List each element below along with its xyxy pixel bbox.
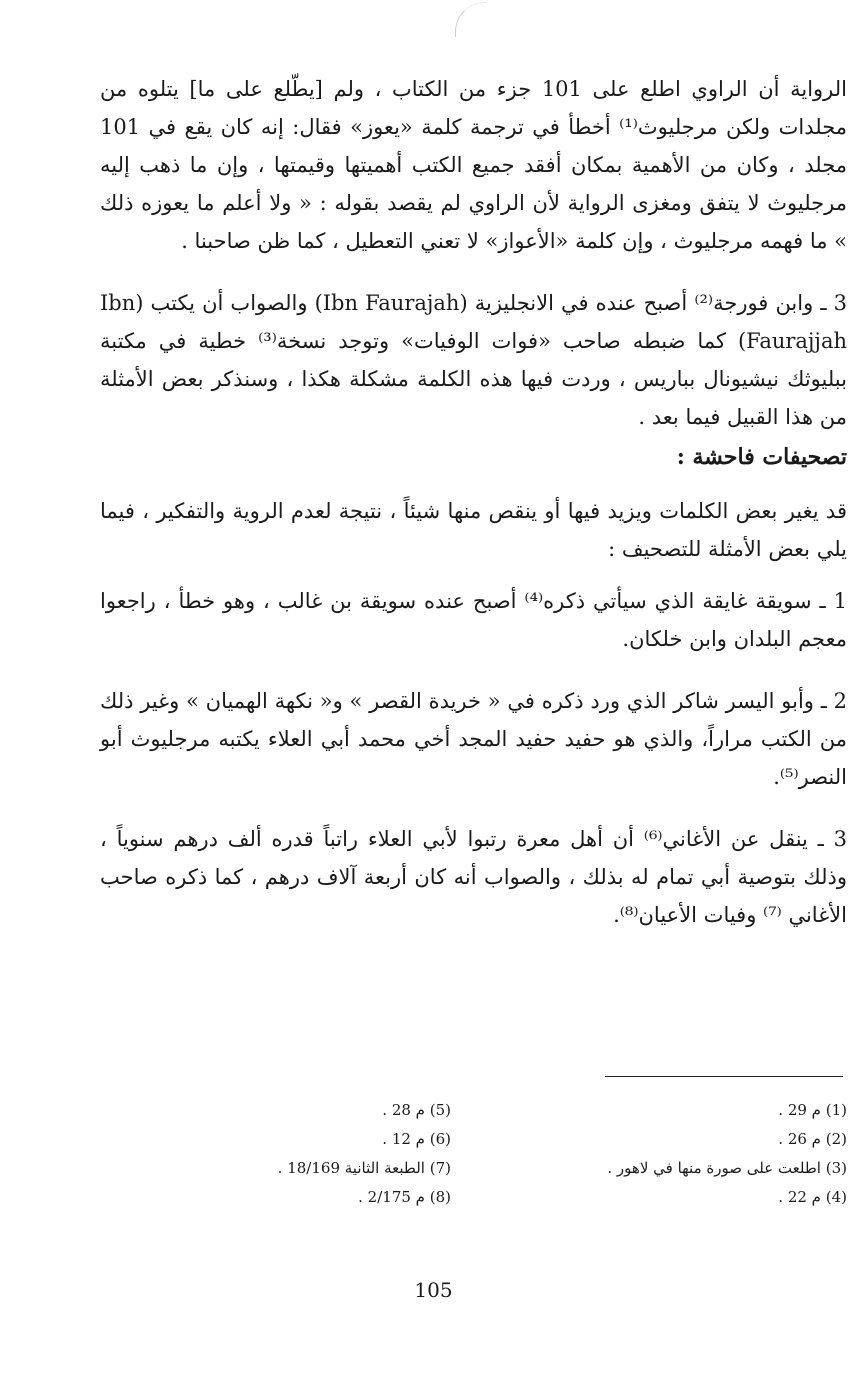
footnote-5: (5) م 28 . <box>382 1101 451 1119</box>
body-paragraph-6: 3 ـ ينقل عن الأغاني⁽⁶⁾ أن أهل معرة رتبوا لأبي العلاء راتباً قدره ألف درهم سنوياً ، وذلك بتوصية أبي تمام له بذلك ، والصواب أنه كان أربعة آلاف درهم ، كما ذكره صاحب الأغاني ⁽⁷⁾ وفيات الأعيان⁽⁸⁾. <box>100 827 847 927</box>
footnote-separator <box>605 1076 843 1077</box>
page-body <box>100 70 847 934</box>
footnote-6: (6) م 12 . <box>382 1130 451 1148</box>
body-paragraph-2: 3 ـ وابن فورجة⁽²⁾ أصبح عنده في الانجليزية (Ibn Faurajah) والصواب أن يكتب (Ibn Faurajjah) كما ضبطه صاحب «فوات الوفيات» وتوجد نسخة⁽³⁾ خطية في مكتبة ببليوثك نيشيونال بباريس ، وردت فيها هذه الكلمة مشكلة هكذا ، وسنذكر بعض الأمثلة من هذا القبيل فيما بعد . <box>100 291 847 429</box>
footnote-3: (3) اطلعت على صورة منها في لاهور . <box>607 1159 847 1177</box>
body-paragraph-4: 1 ـ سويقة غايقة الذي سيأتي ذكره⁽⁴⁾ أصبح عنده سويقة بن غالب ، وهو خطأ ، راجعوا معجم البلدان وابن خلكان. <box>100 589 847 651</box>
footnote-4: (4) م 22 . <box>778 1188 847 1206</box>
body-paragraph-3: قد يغير بعض الكلمات ويزيد فيها أو ينقص منها شيئاً ، نتيجة لعدم الروية والتفكير ، فيما يلي بعض الأمثلة للتصحيف : <box>100 499 847 561</box>
body-paragraph-1: الرواية أن الراوي اطلع على 101 جزء من الكتاب ، ولم [يطّلع على ما] يتلوه من مجلدات ولكن مرجليوث⁽¹⁾ أخطأ في ترجمة كلمة «يعوز» فقال: إنه كان يقع في 101 مجلد ، وكان من الأهمية بمكان أفقد جميع الكتب أهميتها وقيمتها ، وإن ما ذهب إليه مرجليوث لا يتفق ومغزى الرواية لأن الراوي لم يقصد بقوله : « ولا أعلم ما يعوزه ذلك » ما فهمه مرجليوث ، وإن كلمة «الأعواز» لا تعني التعطيل ، كما ظن صاحبنا . <box>100 77 847 253</box>
footnote-1: (1) م 29 . <box>778 1101 847 1119</box>
footnote-7: (7) الطبعة الثانية 18/169 . <box>277 1159 451 1177</box>
page-number: 105 <box>414 1278 453 1302</box>
footnote-2: (2) م 26 . <box>778 1130 847 1148</box>
scan-artifact-mark <box>455 2 486 37</box>
footnote-8: (8) م 2/175 . <box>358 1188 451 1206</box>
body-paragraph-5: 2 ـ وأبو اليسر شاكر الذي ورد ذكره في « خريدة القصر » و« نكهة الهميان » وغير ذلك من الكتب مراراً، والذي هو حفيد حفيد المجد أخي محمد أبي العلاء يكتبه مرجليوث أبو النصر⁽⁵⁾. <box>100 689 847 789</box>
section-heading: تصحيفات فاحشة : <box>676 444 847 470</box>
